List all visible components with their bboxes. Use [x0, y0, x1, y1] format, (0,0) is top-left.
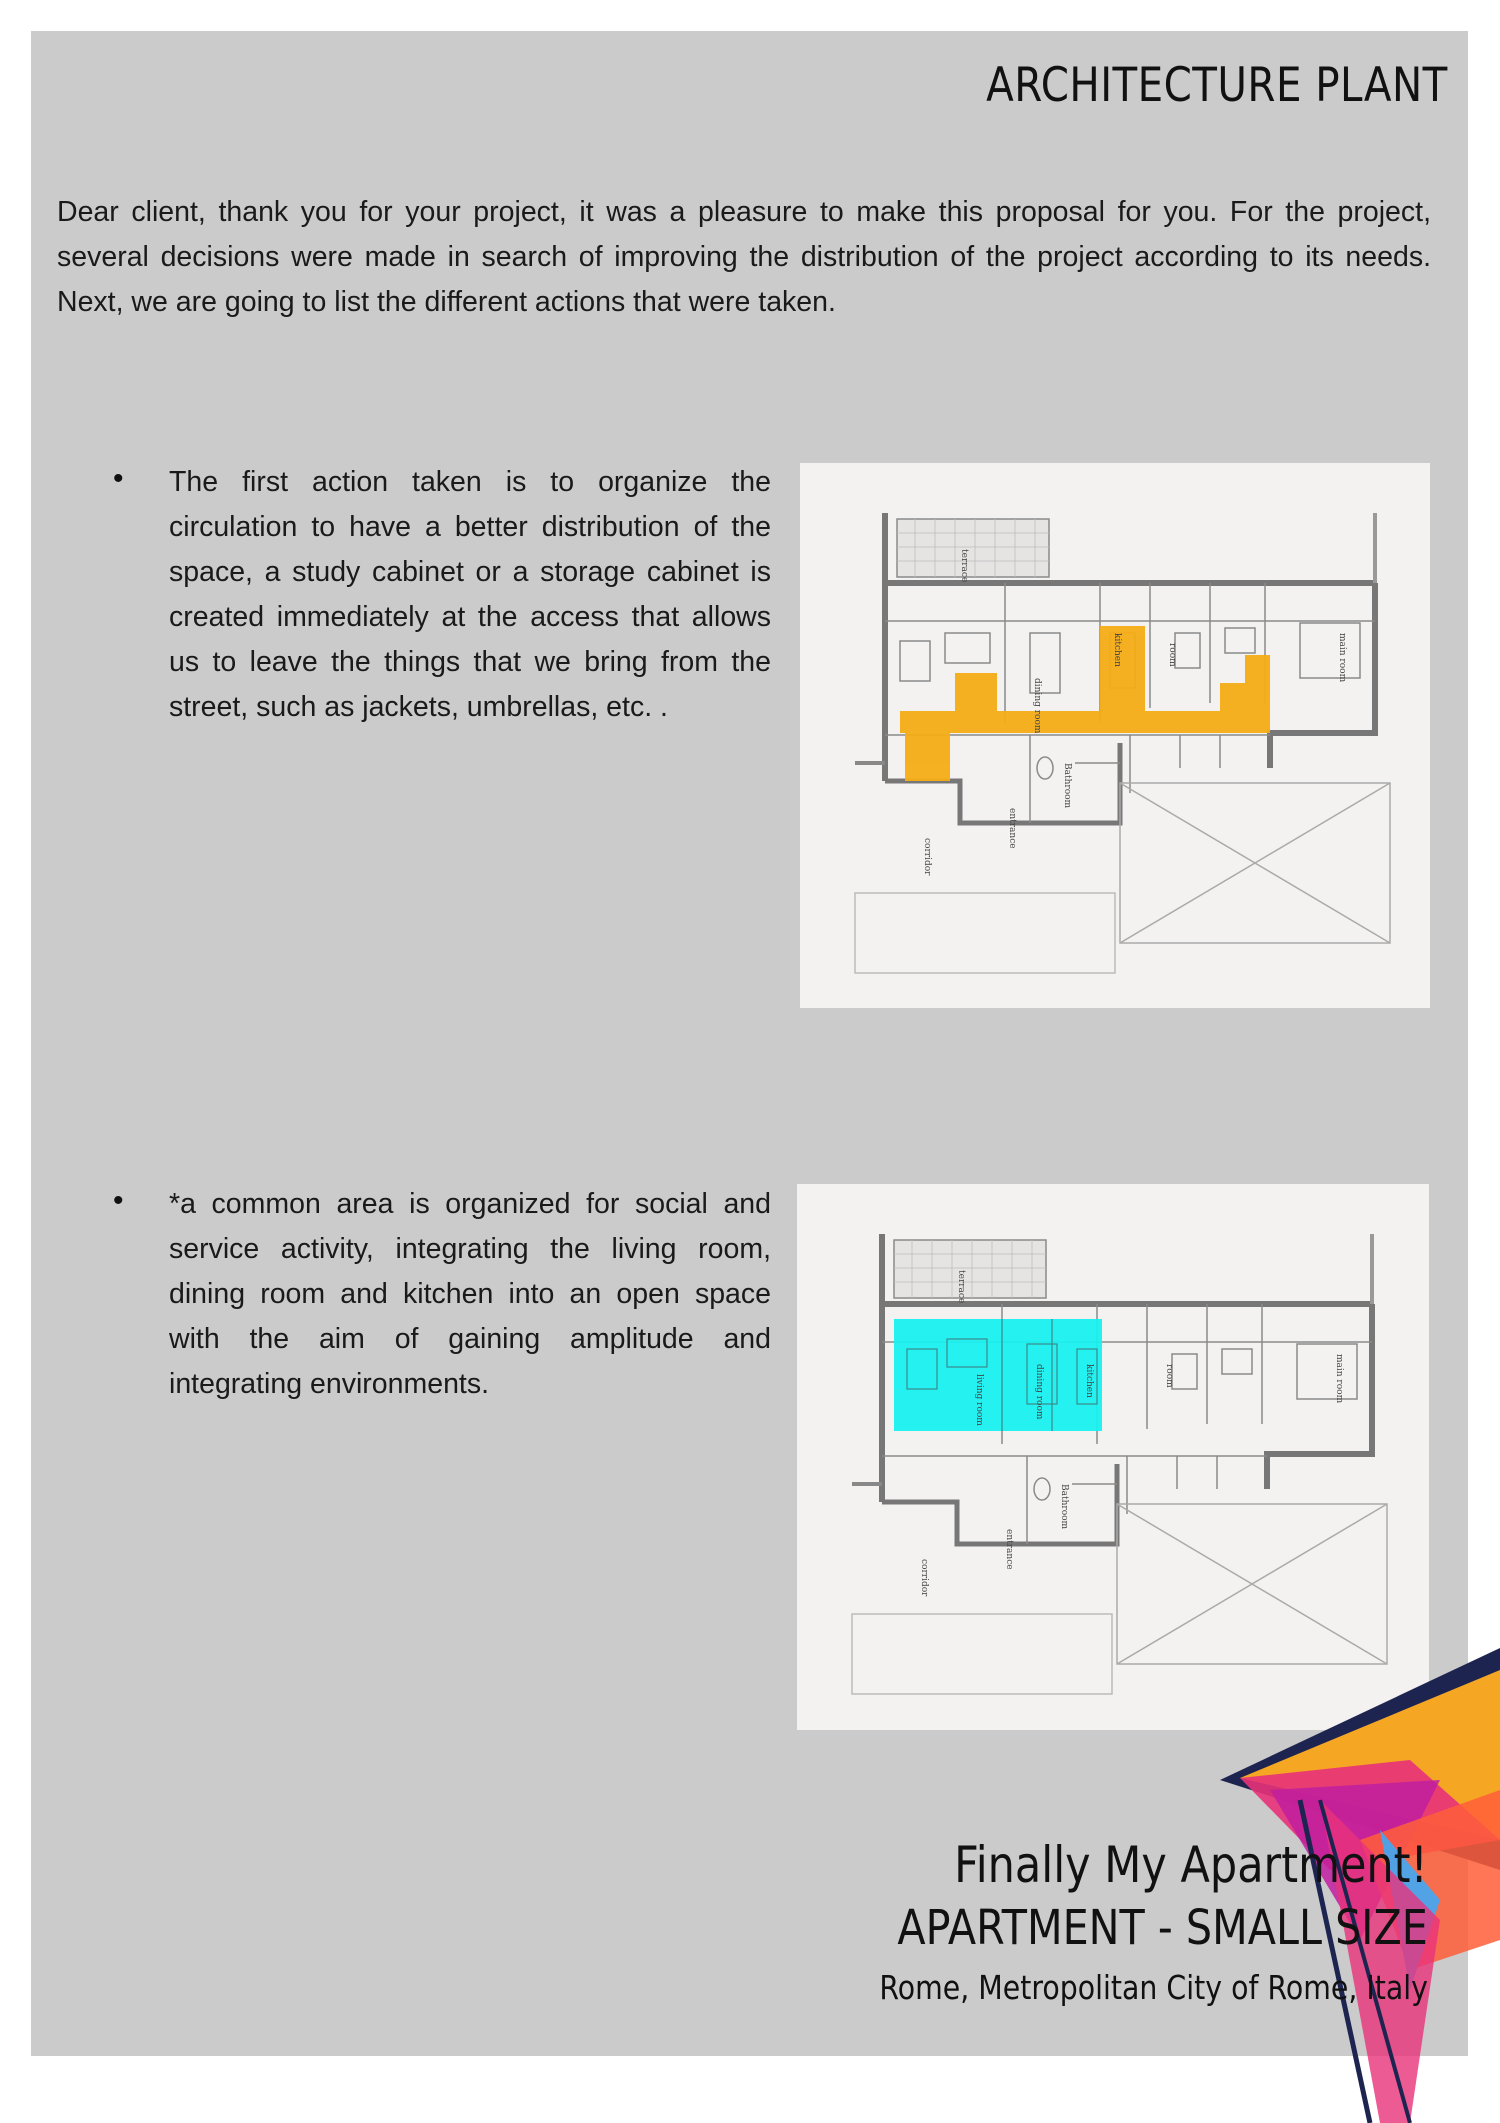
label-dining-room-2: dining room [1034, 1364, 1044, 1420]
label-kitchen: kitchen [1112, 633, 1122, 667]
label-main-room: main room [1337, 633, 1347, 683]
footer-tagline: Finally My Apartment! [954, 1836, 1428, 1894]
circulation-highlight [900, 626, 1270, 781]
page-title: ARCHITECTURE PLANT [986, 58, 1448, 113]
label-main-room-2: main room [1334, 1354, 1344, 1404]
bullet-1-marker: • [113, 462, 124, 495]
bullet-2-marker: • [113, 1184, 124, 1217]
floor-plan-circulation [800, 463, 1430, 1008]
terrace-area-2 [894, 1240, 1046, 1298]
intro-paragraph: Dear client, thank you for your project, it was a pleasure to make this proposal for you. For the project, several decisions were made in search of improving the distribution of the project according to its needs. Next, we are going to list the different actions that were taken. [57, 196, 1431, 318]
label-bathroom-2: Bathroom [1059, 1484, 1069, 1530]
terrace-area [897, 519, 1049, 577]
label-entrance-2: entrance [1004, 1529, 1014, 1570]
label-dining-room: dining room [1032, 678, 1042, 734]
label-entrance: entrance [1007, 808, 1017, 849]
label-corridor-2: corridor [919, 1559, 929, 1597]
label-bathroom: Bathroom [1062, 763, 1072, 809]
label-kitchen-2: kitchen [1084, 1364, 1094, 1398]
label-room-2: room [1164, 1364, 1174, 1388]
footer-location: Rome, Metropolitan City of Rome, Italy [879, 1968, 1428, 2007]
label-corridor: corridor [922, 838, 932, 876]
label-terrace: terrace [959, 549, 969, 583]
footer-apartment-type: APARTMENT - SMALL SIZE [897, 1900, 1428, 1956]
floor-plan-circulation-drawing [800, 463, 1430, 1008]
label-room: room [1167, 643, 1177, 667]
label-living-room: living room [974, 1374, 984, 1426]
label-terrace-2: terrace [956, 1270, 966, 1304]
bullet-1-text: The first action taken is to organize the circulation to have a better distribution of the space, a study cabinet or a storage cabinet is created immediately at the access that allows us to leave the things that we bring from the street, such as jackets, umbrellas, etc. . [169, 466, 771, 723]
common-area-highlight [894, 1319, 1102, 1431]
bullet-2-text: *a common area is organized for social and service activity, integrating the living room, dining room and kitchen into an open space with the aim of gaining amplitude and integrating environments. [169, 1188, 771, 1400]
